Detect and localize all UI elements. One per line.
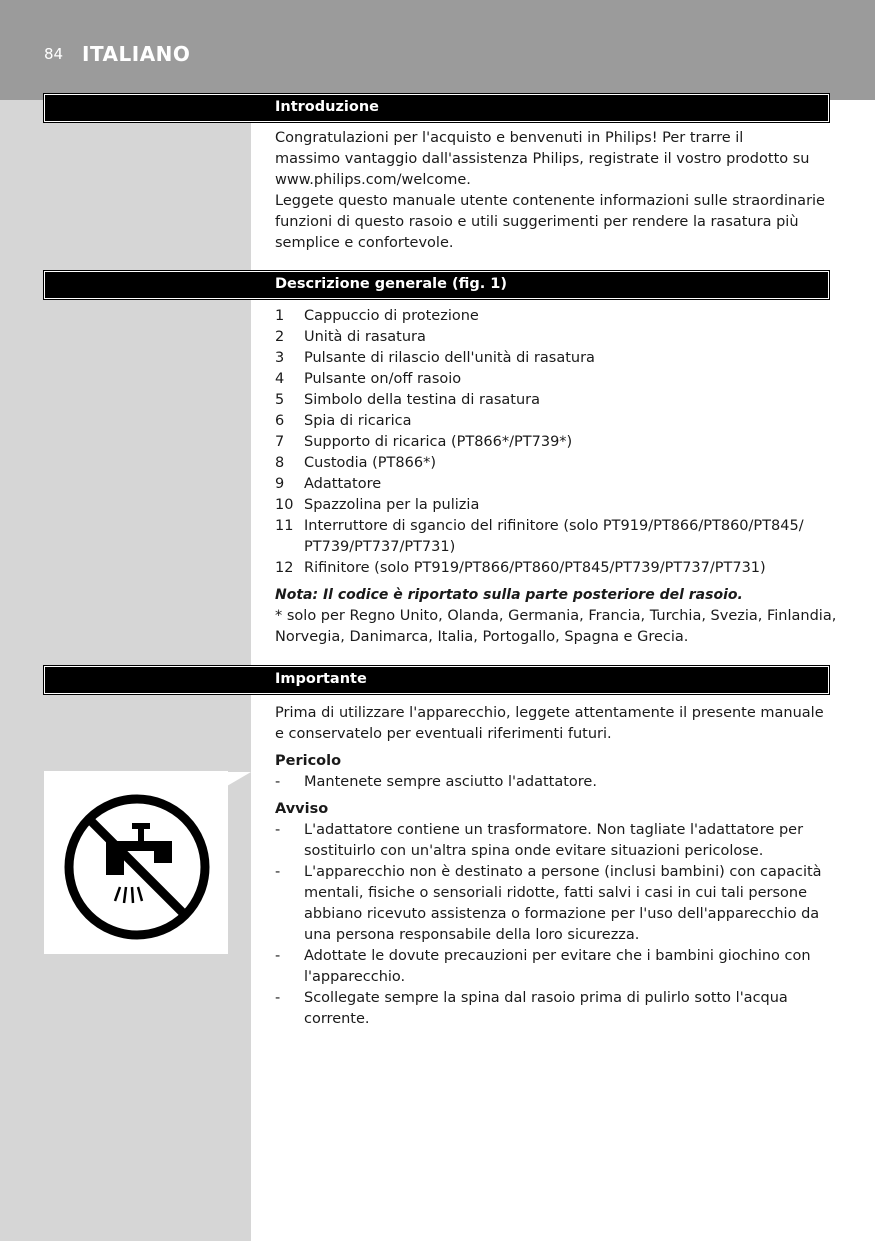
note-line: Norvegia, Danimarca, Italia, Portogallo, Spagna e Grecia. <box>275 629 689 645</box>
overview-content <box>275 306 837 648</box>
page-number: 84 <box>44 45 64 63</box>
important-intro-line: Prima di utilizzare l'apparecchio, leggete attentamente il presente manuale <box>275 705 824 721</box>
important-content <box>275 703 831 1030</box>
list-item: 2 Unità di rasatura <box>275 329 426 345</box>
section-title-important: Importante <box>275 671 367 687</box>
intro-line: semplice e confortevole. <box>275 235 454 251</box>
intro-content <box>275 128 831 254</box>
language-title: ITALIANO <box>82 42 191 66</box>
list-item: - Scollegate sempre la spina dal rasoio prima di pulirlo sotto l'acqua corrente. <box>275 990 788 1027</box>
section-bar-important <box>44 666 829 694</box>
important-intro-line: e conservatelo per eventuali riferimenti futuri. <box>275 726 612 742</box>
list-item: - L'apparecchio non è destinato a persone (inclusi bambini) con capacità mentali, fisiche o sensoriali ridotte, fatti salvi i casi in cui tali persone abbiano ricevuto assistenza o formazione per l'uso dell'apparecchio da una persona responsabile della loro sicurezza. <box>275 864 822 943</box>
intro-line: Leggete questo manuale utente contenente informazioni sulle straordinarie <box>275 193 825 209</box>
page-header <box>0 0 875 100</box>
list-item: 5 Simbolo della testina di rasatura <box>275 392 541 408</box>
icon-pointer <box>227 772 251 796</box>
no-water-tap-icon <box>44 771 228 954</box>
list-item: - L'adattatore contiene un trasformatore. Non tagliate l'adattatore per sostituirlo con un'altra spina onde evitare situazioni pericolose. <box>275 822 804 859</box>
warning-heading: Avviso <box>275 801 329 817</box>
list-item: 10 Spazzolina per la pulizia <box>275 497 480 513</box>
list-item: 1 Cappuccio di protezione <box>275 308 479 324</box>
section-title-overview: Descrizione generale (fig. 1) <box>275 276 507 292</box>
list-item: 6 Spia di ricarica <box>275 413 412 429</box>
parts-list <box>275 306 831 579</box>
note-line: * solo per Regno Unito, Olanda, Germania, Francia, Turchia, Svezia, Finlandia, <box>275 608 837 624</box>
list-item: 3 Pulsante di rilascio dell'unità di rasatura <box>275 350 595 366</box>
list-item: 9 Adattatore <box>275 476 382 492</box>
list-item: 11 Interruttore di sgancio del rifinitore (solo PT919/PT866/PT860/PT845/ PT739/PT737/PT731) <box>275 518 804 555</box>
list-item: 8 Custodia (PT866*) <box>275 455 436 471</box>
section-bar-overview <box>44 271 829 299</box>
section-bar-intro <box>44 94 829 122</box>
danger-list <box>275 772 831 793</box>
list-item: - Mantenete sempre asciutto l'adattatore. <box>275 774 597 790</box>
page-sidebar <box>0 0 251 1241</box>
no-water-icon-box <box>44 771 228 954</box>
warning-list <box>275 820 831 1030</box>
intro-line: massimo vantaggio dall'assistenza Philips, registrate il vostro prodotto su <box>275 151 810 167</box>
intro-line: funzioni di questo rasoio e utili suggerimenti per rendere la rasatura più <box>275 214 799 230</box>
section-title-intro: Introduzione <box>275 99 379 115</box>
list-item: 7 Supporto di ricarica (PT866*/PT739*) <box>275 434 573 450</box>
intro-line: Congratulazioni per l'acquisto e benvenuti in Philips! Per trarre il <box>275 130 744 146</box>
note-title: Nota: Il codice è riportato sulla parte posteriore del rasoio. <box>275 587 743 603</box>
intro-line: www.philips.com/welcome. <box>275 172 471 188</box>
list-item: - Adottate le dovute precauzioni per evitare che i bambini giochino con l'apparecchio. <box>275 948 811 985</box>
list-item: 4 Pulsante on/off rasoio <box>275 371 462 387</box>
danger-heading: Pericolo <box>275 753 342 769</box>
list-item: 12 Rifinitore (solo PT919/PT866/PT860/PT845/PT739/PT737/PT731) <box>275 560 766 576</box>
